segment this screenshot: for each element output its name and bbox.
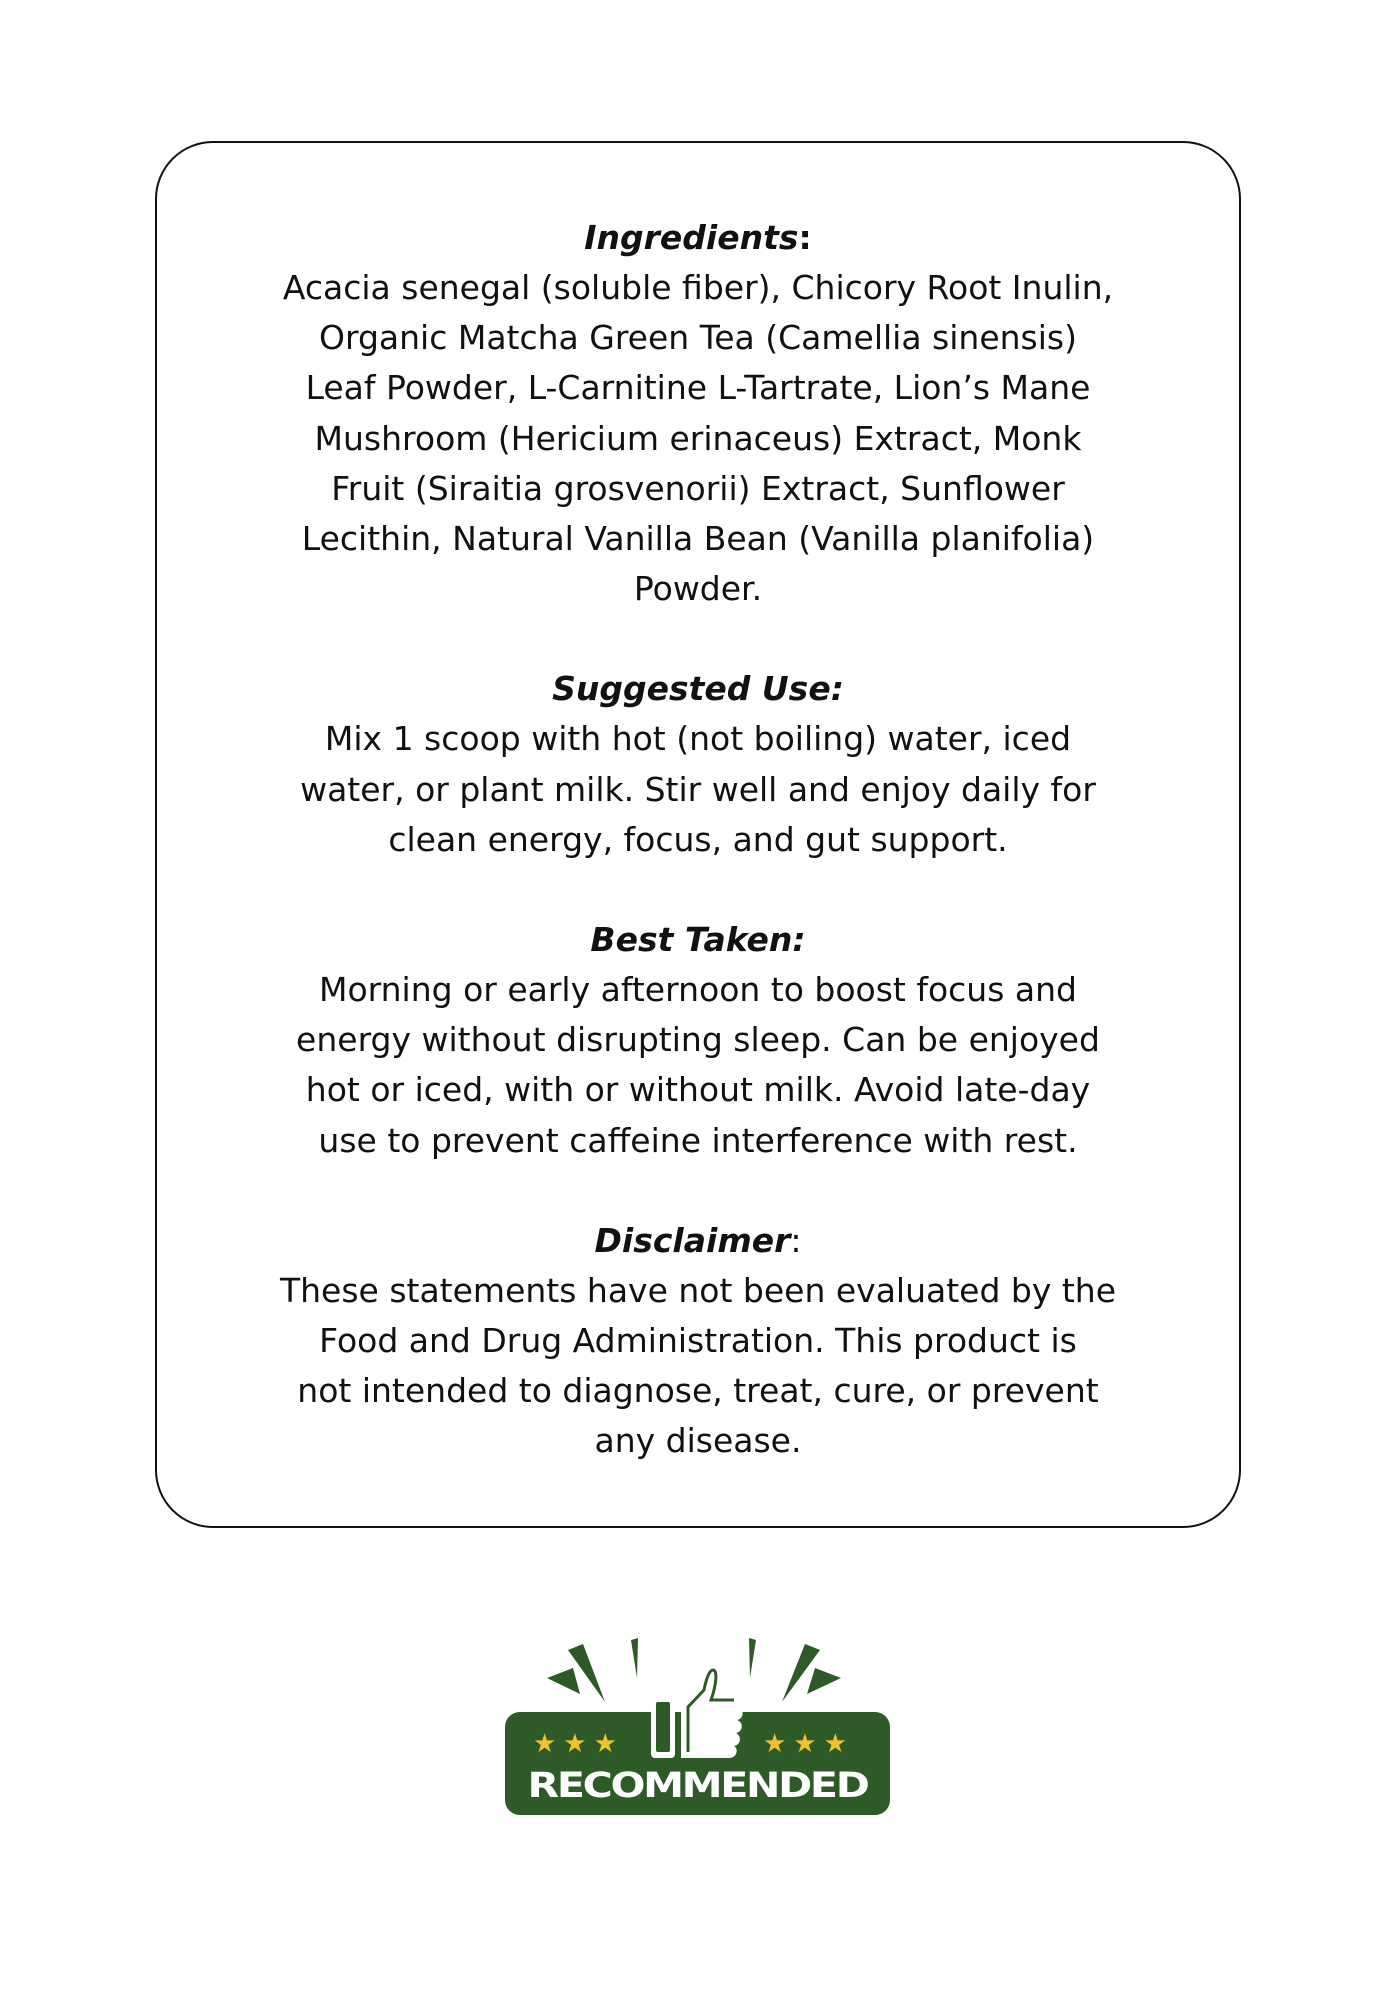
- suggested-use-line: clean energy, focus, and gut support.: [388, 819, 1008, 859]
- best-taken-line: Morning or early afternoon to boost focus and: [318, 970, 1077, 1010]
- ingredients-heading: [235, 213, 1161, 263]
- stars-right: ★★★: [763, 1729, 854, 1759]
- ingredients-colon: :: [798, 218, 812, 257]
- disclaimer-colon: :: [790, 1220, 802, 1260]
- best-taken-line: use to prevent caffeine interference with rest.: [318, 1120, 1078, 1160]
- disclaimer-title: Disclaimer: [594, 1220, 791, 1260]
- recommended-label: RECOMMENDED: [527, 1766, 869, 1806]
- thumbs-up-icon: [651, 1663, 743, 1758]
- ingredients-line: Powder.: [633, 569, 763, 609]
- ingredients-section: [235, 213, 1161, 614]
- suggested-use-section: [235, 664, 1161, 865]
- ingredients-line: Lecithin, Natural Vanilla Bean (Vanilla planifolia): [301, 519, 1095, 559]
- recommended-badge: [505, 1630, 890, 1815]
- ingredients-line: Organic Matcha Green Tea (Camellia sinensis): [319, 318, 1077, 358]
- ingredients-line: Leaf Powder, L-Carnitine L-Tartrate, Lion’s Mane: [305, 368, 1091, 408]
- disclaimer-line: any disease.: [594, 1421, 802, 1461]
- best-taken-line: hot or iced, with or without milk. Avoid late-day: [305, 1070, 1091, 1110]
- suggested-use-heading: [235, 664, 1161, 714]
- disclaimer-line: not intended to diagnose, treat, cure, or prevent: [297, 1371, 1099, 1411]
- suggested-use-line: water, or plant milk. Stir well and enjoy daily for: [300, 769, 1096, 809]
- disclaimer-heading: [235, 1216, 1161, 1266]
- disclaimer-section: [235, 1216, 1161, 1467]
- stars-left: ★★★: [533, 1729, 624, 1759]
- best-taken-title: Best Taken:: [590, 920, 806, 960]
- disclaimer-text: [235, 1266, 1161, 1467]
- ingredients-line: Acacia senegal (soluble fiber), Chicory Root Inulin,: [282, 268, 1114, 307]
- ingredients-title: Ingredients: [584, 218, 799, 257]
- disclaimer-line: Food and Drug Administration. This product is: [319, 1321, 1077, 1361]
- suggested-use-title: Suggested Use:: [552, 669, 844, 709]
- best-taken-section: [235, 915, 1161, 1166]
- suggested-use-text: [235, 714, 1161, 865]
- best-taken-text: [235, 965, 1161, 1166]
- disclaimer-line: These statements have not been evaluated by the: [279, 1270, 1117, 1310]
- ingredients-line: Fruit (Siraitia grosvenorii) Extract, Sunflower: [331, 468, 1065, 508]
- ingredients-text: [235, 263, 1161, 614]
- suggested-use-line: Mix 1 scoop with hot (not boiling) water, iced: [324, 719, 1072, 759]
- ingredients-line: Mushroom (Hericium erinaceus) Extract, Monk: [314, 418, 1082, 458]
- best-taken-line: energy without disrupting sleep. Can be enjoyed: [296, 1020, 1100, 1060]
- best-taken-heading: [235, 915, 1161, 965]
- product-info-card: [155, 141, 1241, 1528]
